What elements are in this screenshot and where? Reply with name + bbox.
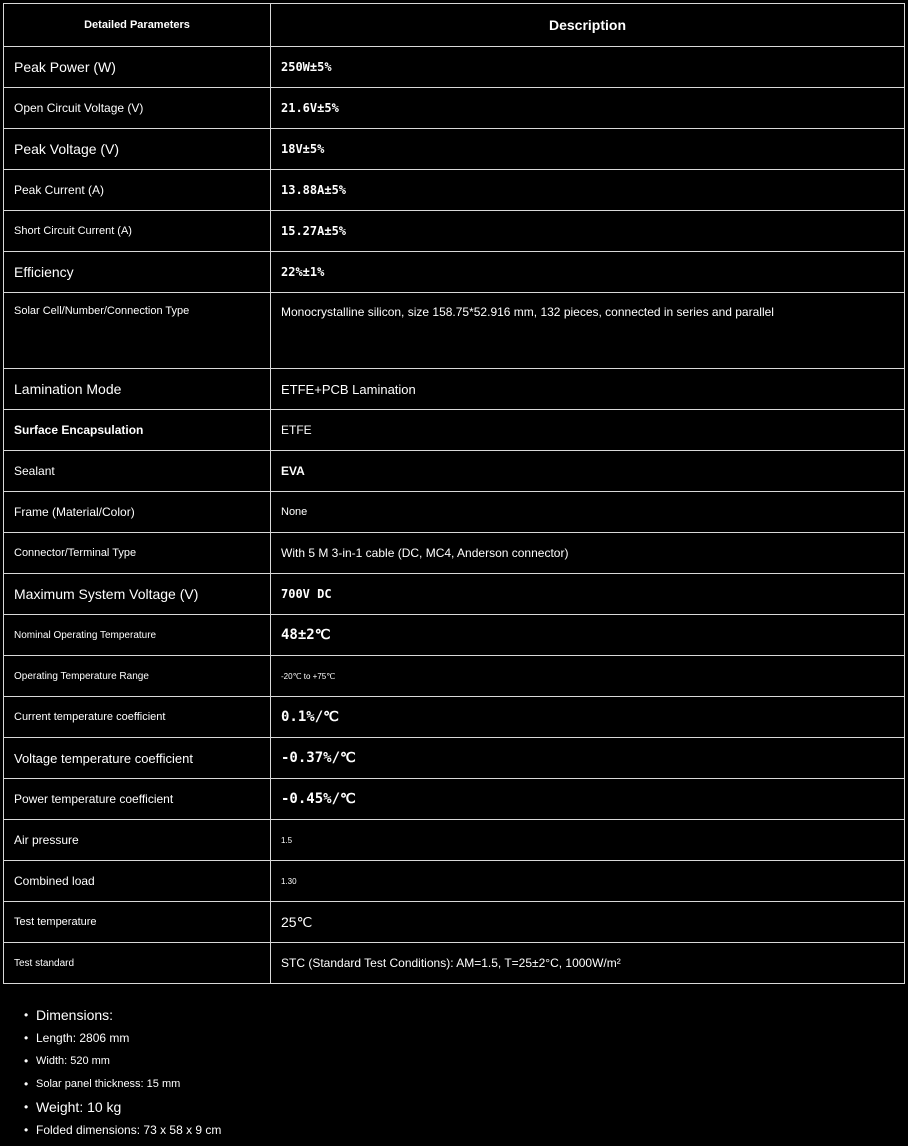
param-value: Monocrystalline silicon, size 158.75*52.916 mm, 132 pieces, connected in series and parallel bbox=[271, 293, 905, 369]
param-name: Sealant bbox=[4, 451, 271, 492]
bullet-icon: • bbox=[24, 1054, 29, 1068]
table-row bbox=[4, 861, 905, 902]
param-name: Frame (Material/Color) bbox=[4, 492, 271, 533]
bullet-icon: • bbox=[24, 1100, 29, 1114]
dimension-length: Length: 2806 mm bbox=[36, 1031, 130, 1045]
param-name: Open Circuit Voltage (V) bbox=[4, 88, 271, 129]
list-item bbox=[20, 1050, 221, 1073]
param-value: -0.37%/℃ bbox=[271, 738, 905, 779]
param-value: 22%±1% bbox=[271, 252, 905, 293]
list-item bbox=[20, 1096, 221, 1119]
list-item bbox=[20, 1027, 221, 1050]
param-name: Short Circuit Current (A) bbox=[4, 211, 271, 252]
param-name: Test temperature bbox=[4, 902, 271, 943]
param-value: 48±2℃ bbox=[271, 615, 905, 656]
table-row bbox=[4, 533, 905, 574]
bullet-icon: • bbox=[24, 1123, 29, 1137]
param-name: Maximum System Voltage (V) bbox=[4, 574, 271, 615]
header-detailed-parameters: Detailed Parameters bbox=[4, 4, 271, 47]
param-value: None bbox=[271, 492, 905, 533]
table-row bbox=[4, 779, 905, 820]
param-value: With 5 M 3-in-1 cable (DC, MC4, Anderson connector) bbox=[271, 533, 905, 574]
param-name: Peak Power (W) bbox=[4, 47, 271, 88]
param-value: 700V DC bbox=[271, 574, 905, 615]
table-row bbox=[4, 410, 905, 451]
param-value: 13.88A±5% bbox=[271, 170, 905, 211]
param-name: Lamination Mode bbox=[4, 369, 271, 410]
param-value: -0.45%/℃ bbox=[271, 779, 905, 820]
param-name: Solar Cell/Number/Connection Type bbox=[4, 293, 271, 369]
table-row bbox=[4, 902, 905, 943]
table-row bbox=[4, 697, 905, 738]
param-value: 15.27A±5% bbox=[271, 211, 905, 252]
param-name: Power temperature coefficient bbox=[4, 779, 271, 820]
table-row bbox=[4, 293, 905, 369]
param-name: Current temperature coefficient bbox=[4, 697, 271, 738]
table-row bbox=[4, 211, 905, 252]
param-name: Air pressure bbox=[4, 820, 271, 861]
list-item bbox=[20, 1073, 221, 1096]
dimension-weight: Weight: 10 kg bbox=[36, 1099, 122, 1115]
table-row bbox=[4, 170, 905, 211]
param-value: 0.1%/℃ bbox=[271, 697, 905, 738]
dimension-width: Width: 520 mm bbox=[36, 1055, 110, 1067]
table-row bbox=[4, 369, 905, 410]
param-name: Surface Encapsulation bbox=[4, 410, 271, 451]
param-value: ETFE+PCB Lamination bbox=[271, 369, 905, 410]
param-value: EVA bbox=[271, 451, 905, 492]
table-row bbox=[4, 88, 905, 129]
param-value: 1.5 bbox=[271, 820, 905, 861]
param-name: Operating Temperature Range bbox=[4, 656, 271, 697]
table-row bbox=[4, 656, 905, 697]
table-row bbox=[4, 615, 905, 656]
table-row bbox=[4, 943, 905, 984]
param-value: 18V±5% bbox=[271, 129, 905, 170]
table-row bbox=[4, 492, 905, 533]
dimensions-heading bbox=[20, 1004, 221, 1027]
param-value: 250W±5% bbox=[271, 47, 905, 88]
dimension-folded: Folded dimensions: 73 x 58 x 9 cm bbox=[36, 1123, 222, 1137]
dimensions-heading-text: Dimensions: bbox=[36, 1007, 114, 1023]
param-value: 21.6V±5% bbox=[271, 88, 905, 129]
param-name: Peak Voltage (V) bbox=[4, 129, 271, 170]
bullet-icon: • bbox=[24, 1031, 29, 1045]
param-name: Nominal Operating Temperature bbox=[4, 615, 271, 656]
param-value: STC (Standard Test Conditions): AM=1.5, T=25±2°C, 1000W/m² bbox=[271, 943, 905, 984]
param-name: Efficiency bbox=[4, 252, 271, 293]
bullet-icon: • bbox=[24, 1077, 29, 1091]
parameters-table bbox=[3, 3, 905, 984]
param-name: Test standard bbox=[4, 943, 271, 984]
param-name: Connector/Terminal Type bbox=[4, 533, 271, 574]
table-row bbox=[4, 574, 905, 615]
param-name: Peak Current (A) bbox=[4, 170, 271, 211]
param-value: -20℃ to +75℃ bbox=[271, 656, 905, 697]
param-name: Combined load bbox=[4, 861, 271, 902]
param-value: 25℃ bbox=[271, 902, 905, 943]
dimension-thickness: Solar panel thickness: 15 mm bbox=[36, 1078, 181, 1090]
table-row bbox=[4, 47, 905, 88]
table-row bbox=[4, 252, 905, 293]
header-description: Description bbox=[271, 4, 905, 47]
bullet-icon: • bbox=[24, 1008, 29, 1022]
param-value: ETFE bbox=[271, 410, 905, 451]
dimensions-list bbox=[20, 1004, 221, 1142]
table-row bbox=[4, 451, 905, 492]
param-value: 1.30 bbox=[271, 861, 905, 902]
list-item bbox=[20, 1119, 221, 1142]
table-header-row bbox=[4, 4, 905, 47]
table-row bbox=[4, 129, 905, 170]
param-name: Voltage temperature coefficient bbox=[4, 738, 271, 779]
table-row bbox=[4, 738, 905, 779]
table-row bbox=[4, 820, 905, 861]
